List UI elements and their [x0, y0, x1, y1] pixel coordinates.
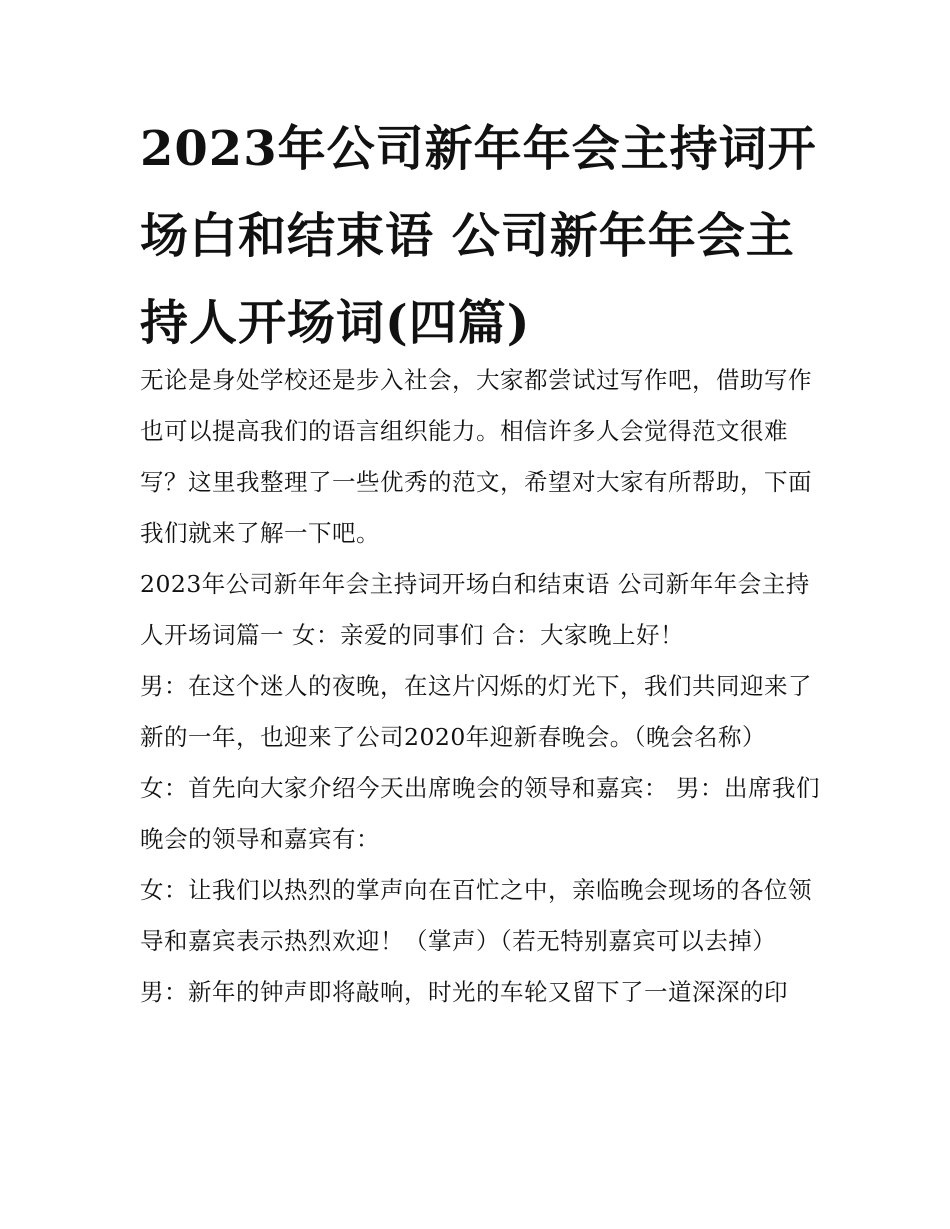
paragraph-guest-introduction: 女：首先向大家介绍今天出席晚会的领导和嘉宾： 男：出席我们晚会的领导和嘉宾有： — [140, 774, 820, 853]
document-body — [140, 355, 820, 1018]
paragraph-welcome-applause: 女：让我们以热烈的掌声向在百忙之中，亲临晚会现场的各位领导和嘉宾表示热烈欢迎！（掌声）（若无特别嘉宾可以去掉） — [140, 876, 812, 955]
paragraph-intro: 无论是身处学校还是步入社会，大家都尝试过写作吧，借助写作也可以提高我们的语言组织能力。相信许多人会觉得范文很难写？这里我整理了一些优秀的范文，希望对大家有所帮助，下面我们就来了解一下吧。 — [140, 366, 812, 547]
paragraph-male-opening: 男：在这个迷人的夜晚，在这片闪烁的灯光下，我们共同迎来了新的一年，也迎来了公司2020年迎新春晚会。（晚会名称） — [140, 672, 812, 751]
paragraph-new-year-bell: 男：新年的钟声即将敲响，时光的车轮又留下了一道深深的印 — [140, 978, 788, 1006]
document-title: 2023年公司新年年会主持词开场白和结束语 公司新年年会主持人开场词(四篇) — [140, 121, 817, 351]
paragraph-heading-part-one: 2023年公司新年年会主持词开场白和结束语 公司新年年会主持人开场词篇一 女：亲爱的同事们 合：大家晚上好！ — [140, 570, 810, 649]
